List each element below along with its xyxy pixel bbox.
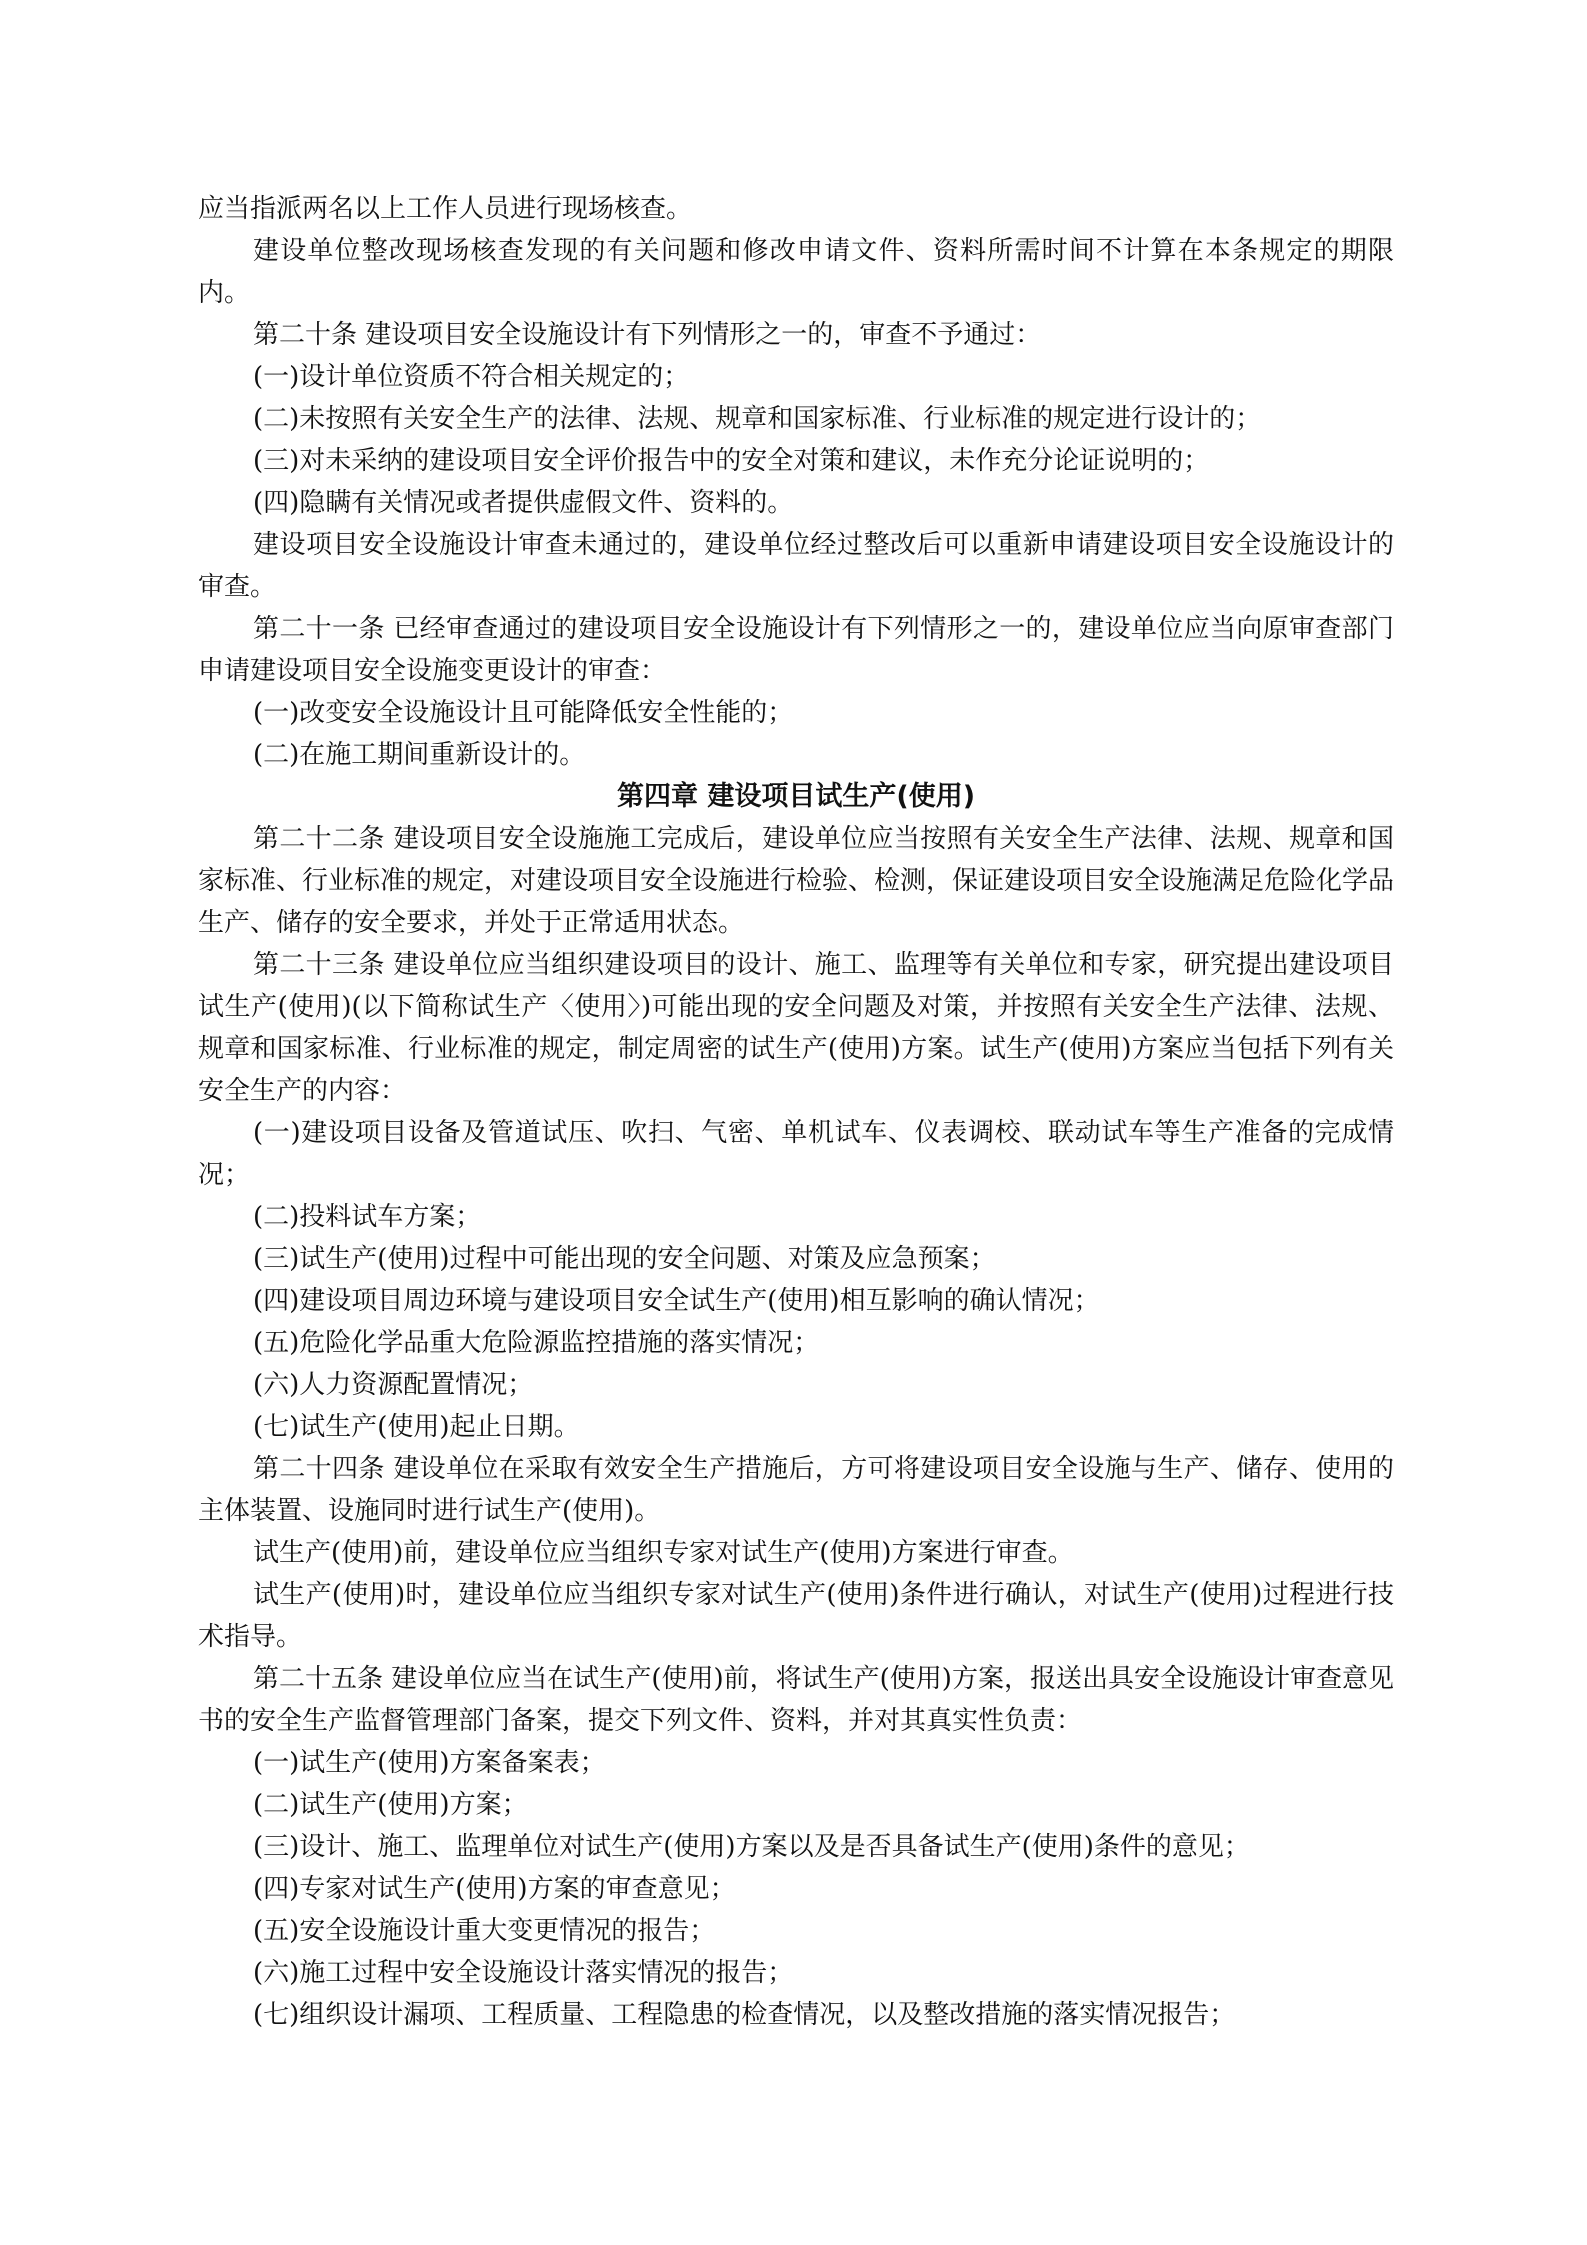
paragraph: 第二十五条 建设单位应当在试生产(使用)前，将试生产(使用)方案，报送出具安全设施设计审查意见书的安全生产监督管理部门备案，提交下列文件、资料，并对其真实性负责： [198, 1664, 1394, 1736]
paragraph: (七)试生产(使用)起止日期。 [253, 1412, 580, 1442]
paragraph: (一)建设项目设备及管道试压、吹扫、气密、单机试车、仪表调校、联动试车等生产准备的完成情况； [198, 1118, 1394, 1190]
paragraph: (一)设计单位资质不符合相关规定的； [253, 362, 690, 392]
paragraph: (三)对未采纳的建设项目安全评价报告中的安全对策和建议，未作充分论证说明的； [253, 446, 1210, 476]
paragraph: 试生产(使用)前，建设单位应当组织专家对试生产(使用)方案进行审查。 [253, 1538, 1074, 1568]
paragraph: (一)改变安全设施设计且可能降低安全性能的； [253, 698, 794, 728]
paragraph: (二)未按照有关安全生产的法律、法规、规章和国家标准、行业标准的规定进行设计的； [253, 404, 1262, 434]
paragraph: (一)试生产(使用)方案备案表； [253, 1748, 606, 1778]
paragraph: 试生产(使用)时，建设单位应当组织专家对试生产(使用)条件进行确认，对试生产(使用)过程进行技术指导。 [198, 1580, 1394, 1652]
paragraph: 第二十条 建设项目安全设施设计有下列情形之一的，审查不予通过： [253, 320, 1042, 350]
paragraph: 第二十四条 建设单位在采取有效安全生产措施后，方可将建设项目安全设施与生产、储存、使用的主体装置、设施同时进行试生产(使用)。 [198, 1454, 1394, 1526]
paragraph: (三)设计、施工、监理单位对试生产(使用)方案以及是否具备试生产(使用)条件的意见； [253, 1832, 1250, 1862]
paragraph: 应当指派两名以上工作人员进行现场核查。 [198, 194, 693, 224]
paragraph: (七)组织设计漏项、工程质量、工程隐患的检查情况，以及整改措施的落实情况报告； [253, 2000, 1236, 2030]
document-body [198, 188, 1394, 2036]
paragraph: (六)人力资源配置情况； [253, 1370, 534, 1400]
paragraph: (二)在施工期间重新设计的。 [253, 740, 586, 770]
paragraph: (五)安全设施设计重大变更情况的报告； [253, 1916, 716, 1946]
paragraph: (六)施工过程中安全设施设计落实情况的报告； [253, 1958, 794, 1988]
paragraph: (四)专家对试生产(使用)方案的审查意见； [253, 1874, 736, 1904]
paragraph: 建设单位整改现场核查发现的有关问题和修改申请文件、资料所需时间不计算在本条规定的期限内。 [198, 236, 1394, 308]
paragraph: 第二十三条 建设单位应当组织建设项目的设计、施工、监理等有关单位和专家，研究提出建设项目试生产(使用)(以下简称试生产〈使用〉)可能出现的安全问题及对策，并按照有关安全生产法律、法规、规章和国家标准、行业标准的规定，制定周密的试生产(使用)方案。试生产(使用)方案应当包括下列有关安全生产的内容： [198, 950, 1394, 1106]
paragraph: (四)建设项目周边环境与建设项目安全试生产(使用)相互影响的确认情况； [253, 1286, 1100, 1316]
paragraph: (四)隐瞒有关情况或者提供虚假文件、资料的。 [253, 488, 794, 518]
chapter-heading: 第四章 建设项目试生产(使用) [616, 781, 976, 812]
paragraph: (五)危险化学品重大危险源监控措施的落实情况； [253, 1328, 820, 1358]
paragraph: 第二十一条 已经审查通过的建设项目安全设施设计有下列情形之一的，建设单位应当向原审查部门申请建设项目安全设施变更设计的审查： [198, 614, 1394, 686]
paragraph: (二)投料试车方案； [253, 1202, 482, 1232]
paragraph: (二)试生产(使用)方案； [253, 1790, 528, 1820]
paragraph: (三)试生产(使用)过程中可能出现的安全问题、对策及应急预案； [253, 1244, 996, 1274]
paragraph: 建设项目安全设施设计审查未通过的，建设单位经过整改后可以重新申请建设项目安全设施设计的审查。 [198, 530, 1394, 602]
paragraph: 第二十二条 建设项目安全设施施工完成后，建设单位应当按照有关安全生产法律、法规、规章和国家标准、行业标准的规定，对建设项目安全设施进行检验、检测，保证建设项目安全设施满足危险化学品生产、储存的安全要求，并处于正常适用状态。 [198, 824, 1395, 938]
